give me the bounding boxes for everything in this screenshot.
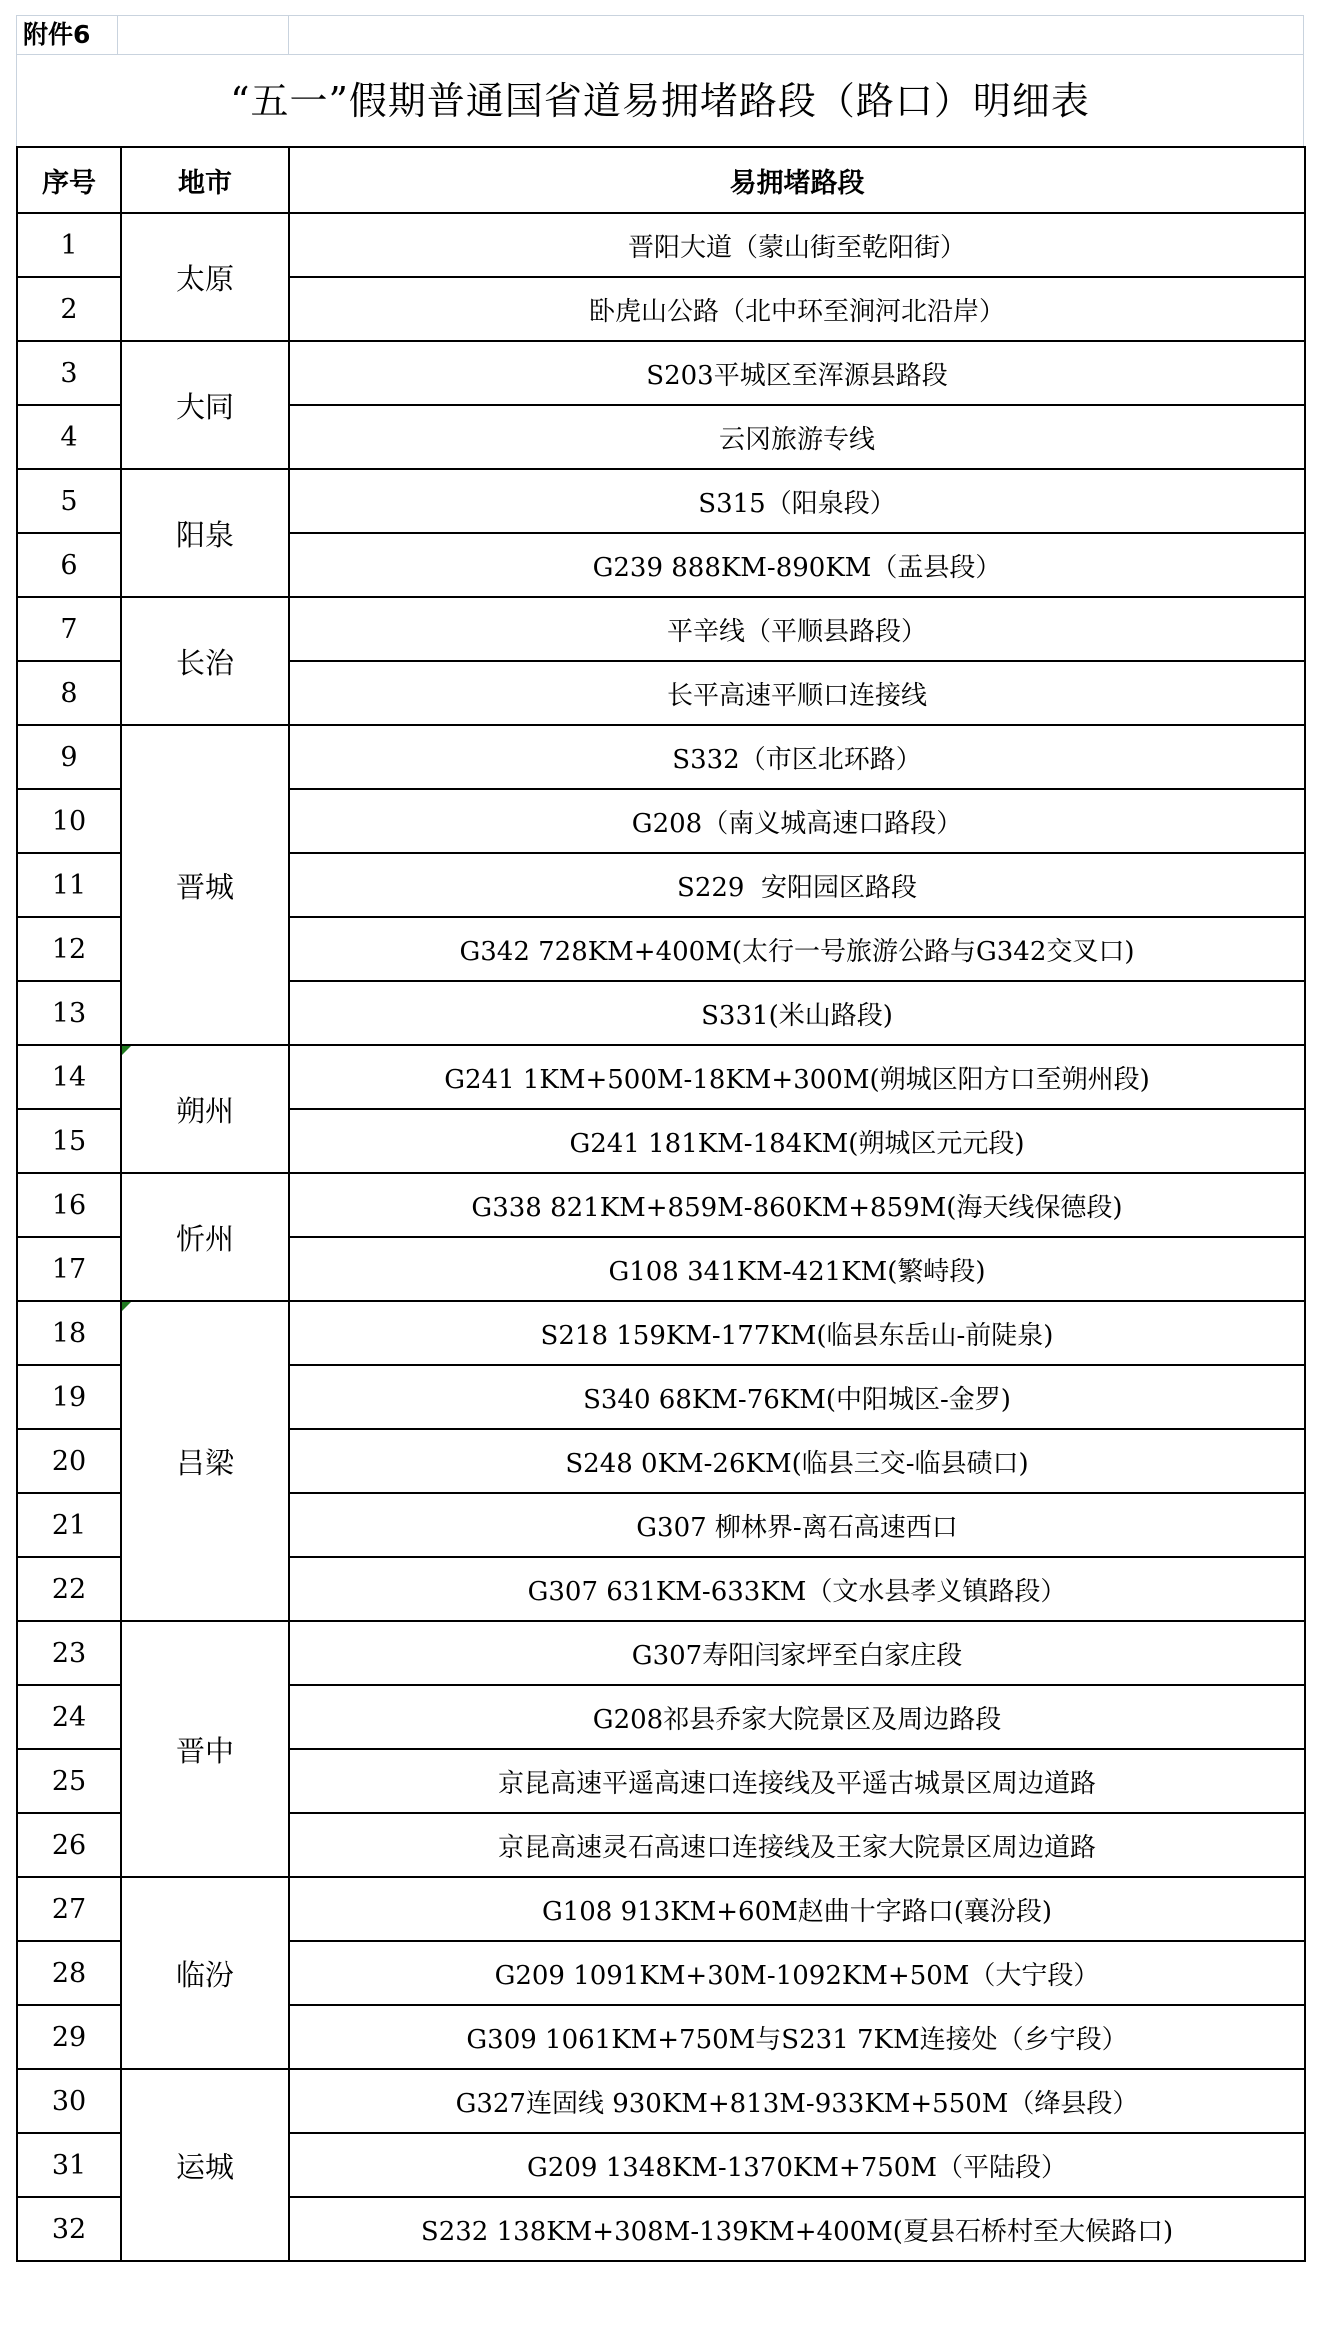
row-number: 5 [17, 469, 121, 533]
city-name: 长治 [175, 645, 234, 680]
road-segment: G309 1061KM+750M与S231 7KM连接处（乡宁段） [289, 2005, 1305, 2069]
row-number: 22 [17, 1557, 121, 1621]
road-segment: S232 138KM+308M-139KM+400M(夏县石桥村至大候路口) [289, 2197, 1305, 2261]
road-segment: 京昆高速平遥高速口连接线及平遥古城景区周边道路 [289, 1749, 1305, 1813]
road-segment: 京昆高速灵石高速口连接线及王家大院景区周边道路 [289, 1813, 1305, 1877]
road-segment: 晋阳大道（蒙山街至乾阳街） [289, 213, 1305, 277]
row-number: 14 [17, 1045, 121, 1109]
road-segment: G338 821KM+859M-860KM+859M(海天线保德段) [289, 1173, 1305, 1237]
row-number: 8 [17, 661, 121, 725]
road-segment: S203平城区至浑源县路段 [289, 341, 1305, 405]
row-number: 25 [17, 1749, 121, 1813]
table-row [17, 725, 1305, 789]
congestion-table [16, 146, 1306, 2262]
row-number: 21 [17, 1493, 121, 1557]
road-segment: G208祁县乔家大院景区及周边路段 [289, 1685, 1305, 1749]
row-number: 12 [17, 917, 121, 981]
road-segment: G239 888KM-890KM（盂县段） [289, 533, 1305, 597]
table-body [17, 213, 1305, 2261]
road-segment: G108 913KM+60M赵曲十字路口(襄汾段) [289, 1877, 1305, 1941]
row-number: 4 [17, 405, 121, 469]
city-cell [121, 1621, 289, 1877]
cell-comment-marker [122, 1046, 131, 1055]
city-name: 太原 [175, 261, 234, 296]
row-number: 11 [17, 853, 121, 917]
header-road: 易拥堵路段 [289, 147, 1305, 213]
road-segment: G307 柳林界-离石高速西口 [289, 1493, 1305, 1557]
city-name: 阳泉 [175, 517, 234, 552]
attachment-row [16, 15, 1304, 54]
row-number: 32 [17, 2197, 121, 2261]
attachment-label: 附件6 [16, 16, 118, 54]
table-row [17, 2069, 1305, 2133]
road-segment: G209 1091KM+30M-1092KM+50M（大宁段） [289, 1941, 1305, 2005]
row-number: 30 [17, 2069, 121, 2133]
road-segment: S218 159KM-177KM(临县东岳山-前陡泉) [289, 1301, 1305, 1365]
document-title: “五一”假期普通国省道易拥堵路段（路口）明细表 [16, 54, 1304, 146]
city-cell [121, 213, 289, 341]
row-number: 9 [17, 725, 121, 789]
city-cell [121, 597, 289, 725]
city-cell [121, 725, 289, 1045]
row-number: 17 [17, 1237, 121, 1301]
road-segment: 卧虎山公路（北中环至涧河北沿岸） [289, 277, 1305, 341]
table-row [17, 1045, 1305, 1109]
road-segment: G327连固线 930KM+813M-933KM+550M（绛县段） [289, 2069, 1305, 2133]
city-cell [121, 2069, 289, 2261]
row-number: 7 [17, 597, 121, 661]
header-no: 序号 [17, 147, 121, 213]
city-name: 晋中 [175, 1733, 234, 1768]
road-segment: G307 631KM-633KM（文水县孝义镇路段） [289, 1557, 1305, 1621]
road-segment: 云冈旅游专线 [289, 405, 1305, 469]
table-row [17, 1621, 1305, 1685]
city-cell [121, 1173, 289, 1301]
row-number: 2 [17, 277, 121, 341]
table-row [17, 597, 1305, 661]
table-row [17, 1173, 1305, 1237]
row-number: 31 [17, 2133, 121, 2197]
road-segment: G208（南义城高速口路段） [289, 789, 1305, 853]
row-number: 20 [17, 1429, 121, 1493]
road-segment: S332（市区北环路） [289, 725, 1305, 789]
road-segment: 长平高速平顺口连接线 [289, 661, 1305, 725]
row-number: 29 [17, 2005, 121, 2069]
row-number: 16 [17, 1173, 121, 1237]
row-number: 10 [17, 789, 121, 853]
city-cell [121, 1301, 289, 1621]
table-row [17, 469, 1305, 533]
road-segment: G342 728KM+400M(太行一号旅游公路与G342交叉口) [289, 917, 1305, 981]
row-number: 27 [17, 1877, 121, 1941]
header-row [17, 147, 1305, 213]
city-name: 晋城 [175, 869, 234, 904]
row-number: 24 [17, 1685, 121, 1749]
empty-cell [288, 16, 1304, 54]
road-segment: S331(米山路段) [289, 981, 1305, 1045]
row-number: 1 [17, 213, 121, 277]
document-sheet [16, 15, 1304, 2262]
cell-comment-marker [122, 1302, 131, 1311]
road-segment: S315（阳泉段） [289, 469, 1305, 533]
row-number: 23 [17, 1621, 121, 1685]
road-segment: S229 安阳园区路段 [289, 853, 1305, 917]
city-name: 忻州 [175, 1221, 234, 1256]
road-segment: S340 68KM-76KM(中阳城区-金罗) [289, 1365, 1305, 1429]
city-name: 朔州 [175, 1093, 234, 1128]
table-row [17, 341, 1305, 405]
city-name: 运城 [175, 2149, 234, 2184]
city-name: 大同 [175, 389, 234, 424]
city-cell [121, 1045, 289, 1173]
road-segment: G108 341KM-421KM(繁峙段) [289, 1237, 1305, 1301]
header-city: 地市 [121, 147, 289, 213]
table-row [17, 213, 1305, 277]
road-segment: 平辛线（平顺县路段） [289, 597, 1305, 661]
row-number: 26 [17, 1813, 121, 1877]
road-segment: G241 181KM-184KM(朔城区元元段) [289, 1109, 1305, 1173]
row-number: 15 [17, 1109, 121, 1173]
city-name: 吕梁 [175, 1445, 234, 1480]
road-segment: S248 0KM-26KM(临县三交-临县碛口) [289, 1429, 1305, 1493]
road-segment: G307寿阳闫家坪至白家庄段 [289, 1621, 1305, 1685]
road-segment: G209 1348KM-1370KM+750M（平陆段） [289, 2133, 1305, 2197]
row-number: 3 [17, 341, 121, 405]
city-name: 临汾 [175, 1957, 234, 1992]
city-cell [121, 1877, 289, 2069]
road-segment: G241 1KM+500M-18KM+300M(朔城区阳方口至朔州段) [289, 1045, 1305, 1109]
row-number: 28 [17, 1941, 121, 2005]
table-row [17, 1877, 1305, 1941]
city-cell [121, 469, 289, 597]
row-number: 18 [17, 1301, 121, 1365]
row-number: 6 [17, 533, 121, 597]
row-number: 13 [17, 981, 121, 1045]
city-cell [121, 341, 289, 469]
table-row [17, 1301, 1305, 1365]
row-number: 19 [17, 1365, 121, 1429]
